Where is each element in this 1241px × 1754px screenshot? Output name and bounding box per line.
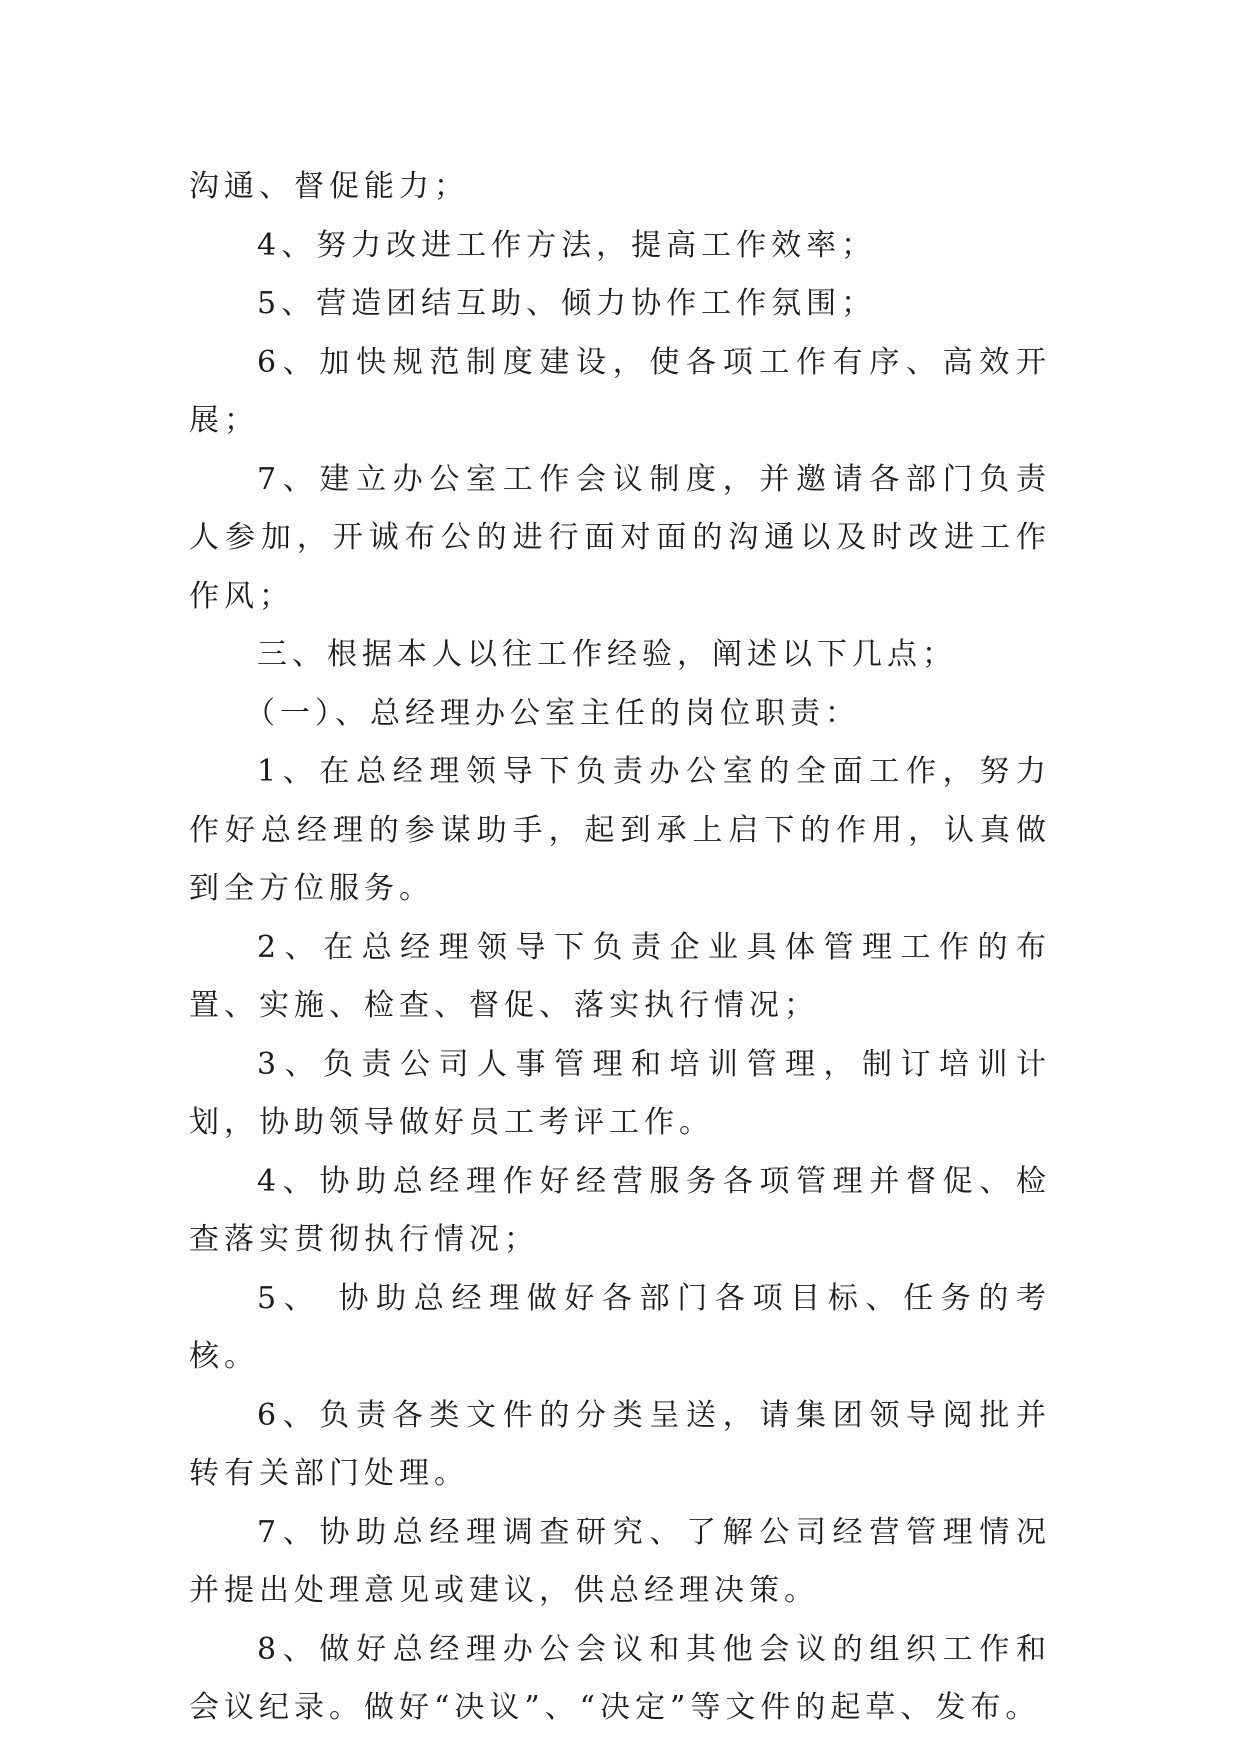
duty-item-1: 1、在总经理领导下负责办公室的全面工作，努力作好总经理的参谋助手，起到承上启下的作用，认真做到全方位服务。 (189, 754, 1051, 906)
duty-item-4: 4、协助总经理作好经营服务各项管理并督促、检查落实贯彻执行情况； (189, 1163, 1051, 1257)
duty-item-8: 8、做好总经理办公会议和其他会议的组织工作和会议纪录。做好“决议”、“决定”等文件的起草、发布。 (189, 1631, 1051, 1725)
paragraph-item-6: 6、加快规范制度建设，使各项工作有序、高效开展； (189, 344, 1051, 438)
subsection-heading-one: （一）、总经理办公室主任的岗位职责： (245, 695, 860, 731)
paragraph-item-4: 4、努力改进工作方法，提高工作效率； (257, 227, 877, 263)
section-heading-three: 三、根据本人以往工作经验，阐述以下几点； (257, 637, 957, 672)
duty-item-3: 3、负责公司人事管理和培训管理，制订培训计划，协助领导做好员工考评工作。 (189, 1046, 1051, 1140)
duty-item-6: 6、负责各类文件的分类呈送，请集团领导阅批并转有关部门处理。 (189, 1397, 1051, 1491)
paragraph-item-7: 7、建立办公室工作会议制度，并邀请各部门负责人参加，开诚布公的进行面对面的沟通以及时改进工作作风； (189, 461, 1051, 614)
duty-item-2: 2、在总经理领导下负责企业具体管理工作的布置、实施、检查、督促、落实执行情况； (189, 929, 1051, 1023)
duty-item-5: 5、 协助总经理做好各部门各项目标、任务的考核。 (189, 1280, 1051, 1374)
duty-item-7: 7、协助总经理调查研究、了解公司经营管理情况并提出处理意见或建议，供总经理决策。 (189, 1514, 1051, 1608)
paragraph-continuation: 沟通、督促能力； (189, 169, 469, 204)
paragraph-item-5: 5、营造团结互助、倾力协作工作氛围； (257, 286, 877, 321)
document-body (189, 158, 1051, 1738)
